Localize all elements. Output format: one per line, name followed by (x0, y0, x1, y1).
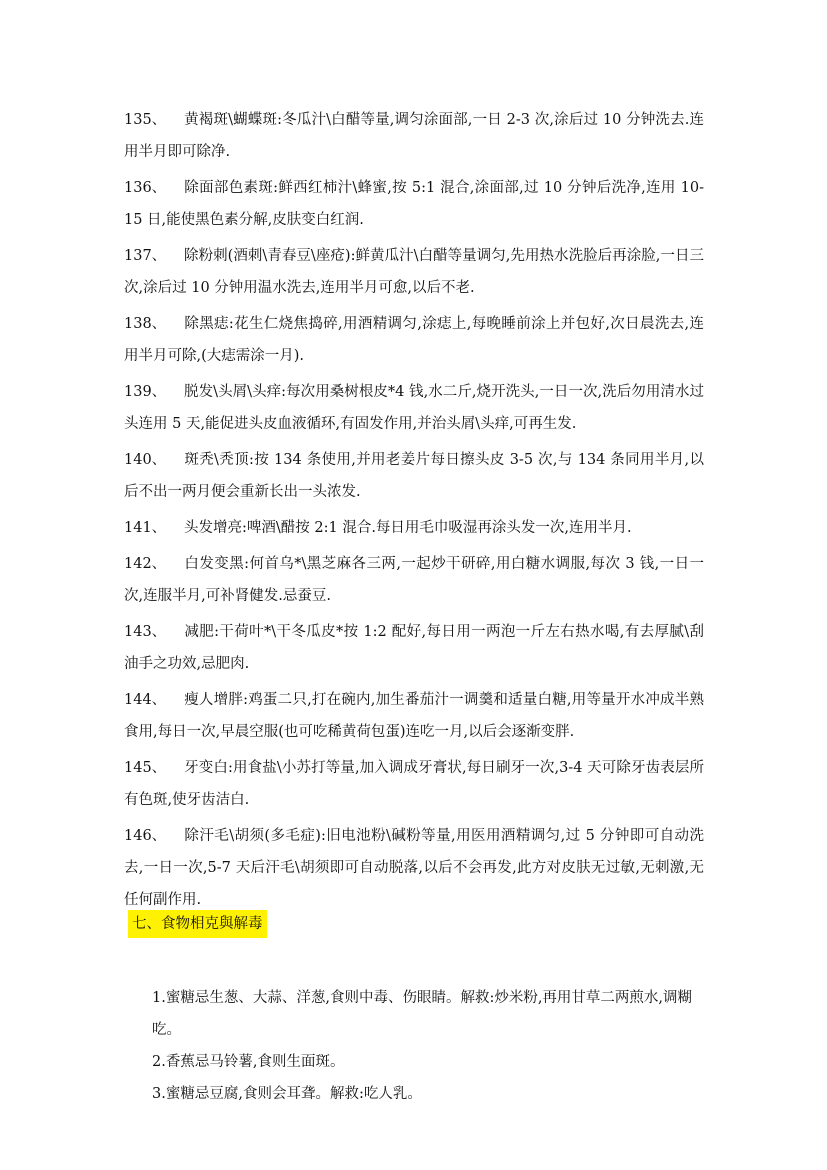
entry-text: 除面部色素斑:鲜西红柿汁\蜂蜜,按 5:1 混合,涂面部,过 10 分钟后洗净,连用 10-15 日,能使黑色素分解,皮肤变白红润. (124, 180, 704, 228)
list-item: 1.蜜糖忌生葱、大蒜、洋葱,食则中毒、伤眼睛。解救:炒米粉,再用甘草二两煎水,调糊吃。 (152, 990, 693, 1038)
entry-number: 145、 (124, 760, 167, 776)
entry-number: 146、 (124, 828, 167, 844)
remedy-list (124, 104, 704, 920)
entry-text: 除汗毛\胡须(多毛症):旧电池粉\碱粉等量,用医用酒精调匀,过 5 分钟即可自动洗去,一日一次,5-7 天后汗毛\胡须即可自动脱落,以后不会再发,此方对皮肤无过敏,无刺激,无任何副作用. (124, 828, 704, 908)
remedy-entry (124, 820, 704, 916)
entry-text: 黄褐斑\蝴蝶斑:冬瓜汁\白醋等量,调匀涂面部,一日 2-3 次,涂后过 10 分钟洗去.连用半月即可除净. (124, 112, 704, 160)
entry-text: 减肥:干荷叶*\干冬瓜皮*按 1:2 配好,每日用一两泡一斤左右热水喝,有去厚腻\刮油手之功效,忌肥肉. (124, 624, 704, 672)
entry-number: 135、 (124, 112, 167, 128)
entry-text: 头发增亮:啤酒\醋按 2:1 混合.每日用毛巾吸湿再涂头发一次,连用半月. (184, 520, 632, 536)
list-item: 2.香蕉忌马铃薯,食则生面斑。 (152, 1054, 345, 1070)
remedy-entry (124, 376, 704, 440)
remedy-entry (124, 172, 704, 236)
remedy-entry (124, 548, 704, 612)
remedy-entry (124, 308, 704, 372)
food-incompatibility-list (152, 982, 704, 1110)
remedy-entry (124, 240, 704, 304)
remedy-entry (124, 684, 704, 748)
entry-text: 脱发\头屑\头痒:每次用桑树根皮*4 钱,水二斤,烧开洗头,一日一次,洗后勿用清水过头连用 5 天,能促进头皮血液循环,有固发作用,并治头屑\头痒,可再生发. (124, 384, 704, 432)
entry-text: 斑秃\秃顶:按 134 条使用,并用老姜片每日擦头皮 3-5 次,与 134 条同用半月,以后不出一两月便会重新长出一头浓发. (124, 452, 704, 500)
entry-text: 瘦人增胖:鸡蛋二只,打在碗内,加生番茄汁一调羹和适量白糖,用等量开水冲成半熟食用,每日一次,早晨空服(也可吃稀黄荷包蛋)连吃一月,以后会逐渐变胖. (124, 692, 704, 740)
entry-text: 除粉刺(酒刺\青春豆\座疮):鲜黄瓜汁\白醋等量调匀,先用热水洗脸后再涂脸,一日三次,涂后过 10 分钟用温水洗去,连用半月可愈,以后不老. (124, 248, 704, 296)
entry-number: 142、 (124, 556, 167, 572)
entry-number: 144、 (124, 692, 167, 708)
list-item: 3.蜜糖忌豆腐,食则会耳聋。解救:吃人乳。 (152, 1086, 422, 1102)
entry-number: 140、 (124, 452, 167, 468)
section-heading: 七、食物相克與解毒 (128, 910, 267, 938)
entry-text: 白发变黑:何首乌*\黑芝麻各三两,一起炒干研碎,用白糖水调服,每次 3 钱,一日一次,连服半月,可补肾健发.忌蚕豆. (124, 556, 704, 604)
remedy-entry (124, 616, 704, 680)
entry-number: 141、 (124, 520, 167, 536)
remedy-entry (124, 752, 704, 816)
remedy-entry (124, 104, 704, 168)
remedy-entry (124, 444, 704, 508)
entry-number: 143、 (124, 624, 167, 640)
entry-number: 138、 (124, 316, 167, 332)
entry-number: 137、 (124, 248, 167, 264)
entry-number: 136、 (124, 180, 167, 196)
entry-number: 139、 (124, 384, 167, 400)
remedy-entry (124, 512, 704, 544)
entry-text: 牙变白:用食盐\小苏打等量,加入调成牙膏状,每日刷牙一次,3-4 天可除牙齿表层所有色斑,使牙齿洁白. (124, 760, 704, 808)
entry-text: 除黑痣:花生仁烧焦捣碎,用酒精调匀,涂痣上,每晚睡前涂上并包好,次日晨洗去,连用半月可除,(大痣需涂一月). (124, 316, 704, 364)
